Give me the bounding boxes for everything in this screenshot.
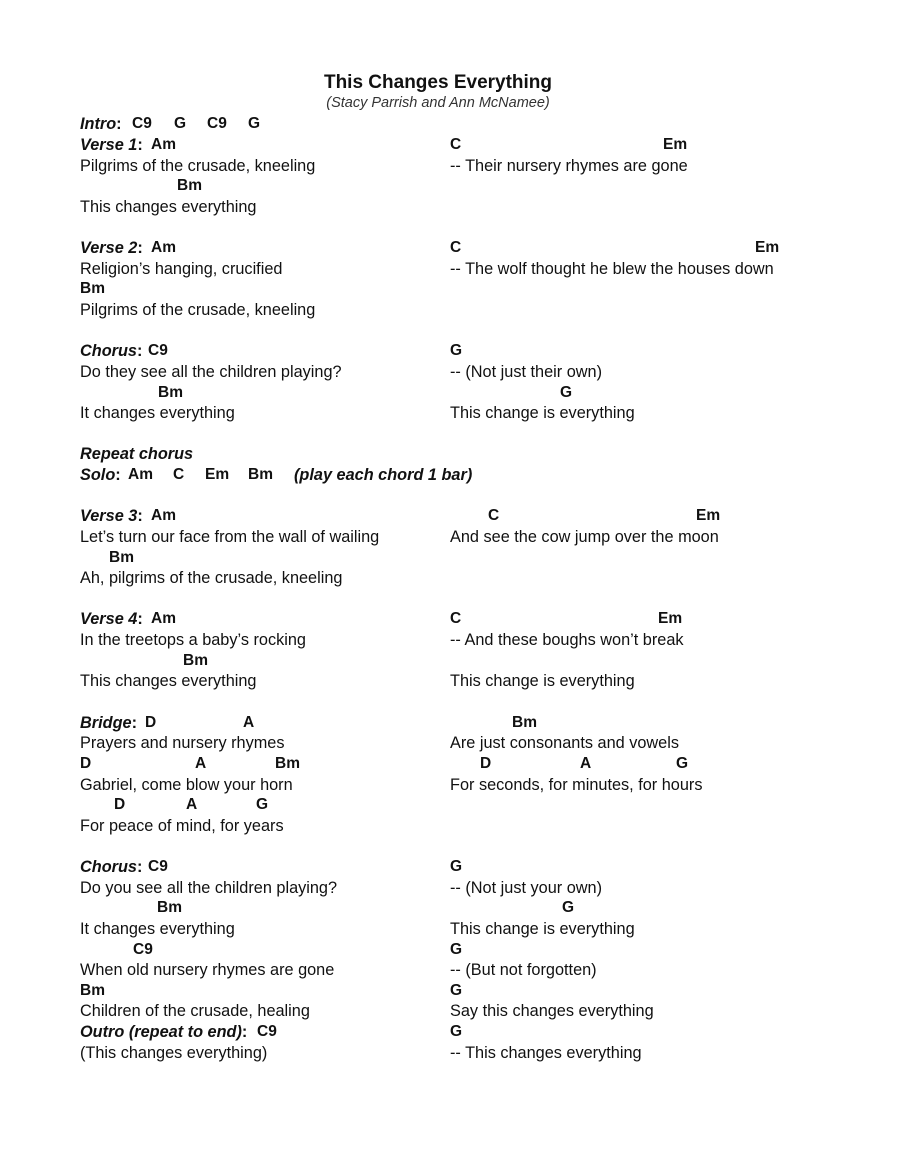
chord: G — [450, 1023, 463, 1041]
lyric: This changes everything — [80, 672, 257, 691]
section-label: Intro : — [80, 115, 122, 133]
chord: Bm — [109, 548, 134, 566]
lyric: When old nursery rhymes are gone — [80, 961, 335, 980]
lyric: -- (But not forgotten) — [450, 961, 597, 980]
chord: A — [243, 713, 255, 731]
section-label: Verse 1 : — [80, 135, 143, 155]
intro-line — [80, 114, 122, 134]
section-label: Solo : — [80, 465, 121, 485]
chord: G — [248, 115, 261, 133]
lyric: In the treetops a baby’s rocking — [80, 631, 306, 650]
chord: Em — [658, 610, 683, 628]
chord: Bm — [80, 280, 105, 298]
lyric: Prayers and nursery rhymes — [80, 734, 285, 753]
lyric: For peace of mind, for years — [80, 816, 284, 835]
chord: G — [676, 754, 689, 772]
chord: C — [450, 239, 462, 257]
section-label: Chorus : — [80, 857, 142, 877]
lyric: This change is everything — [450, 404, 635, 423]
lyric: Let’s turn our face from the wall of wailing — [80, 527, 380, 546]
lyric: (This changes everything) — [80, 1043, 268, 1062]
chord: G — [450, 342, 463, 360]
chord: C — [173, 466, 185, 484]
chord: Bm — [177, 177, 202, 195]
lyric: Pilgrims of the crusade, kneeling — [80, 156, 316, 175]
chord: Bm — [183, 651, 208, 669]
chord: D — [145, 713, 157, 731]
lyric: -- Their nursery rhymes are gone — [450, 156, 688, 175]
chord: G — [450, 981, 463, 999]
chord: Bm — [157, 899, 182, 917]
lyric: Gabriel, come blow your horn — [80, 775, 293, 794]
lyric: This change is everything — [450, 919, 635, 938]
chord: D — [80, 754, 92, 772]
chord: A — [195, 754, 207, 772]
chord: C9 — [148, 342, 168, 360]
lyric: This changes everything — [80, 197, 257, 216]
chord: D — [114, 796, 126, 814]
section-label: Verse 3 : — [80, 506, 143, 526]
lyric: Do they see all the children playing? — [80, 362, 342, 381]
section-label: Outro (repeat to end) : — [80, 1022, 247, 1042]
section-label: Bridge : — [80, 713, 137, 733]
chord: Em — [755, 239, 780, 257]
chord: Em — [205, 466, 230, 484]
chord: G — [450, 940, 463, 958]
chord: G — [174, 115, 187, 133]
song-authors: (Stacy Parrish and Ann McNamee) — [326, 95, 550, 111]
section-label: Verse 4 : — [80, 609, 143, 629]
chord: Am — [151, 136, 176, 153]
chord: G — [560, 383, 573, 401]
chord: G — [256, 796, 269, 814]
chord: G — [562, 899, 575, 917]
chord: D — [480, 754, 492, 772]
lyric: This change is everything — [450, 672, 635, 691]
chord: C9 — [207, 115, 227, 133]
chord: A — [186, 796, 198, 814]
section-label: Verse 2 : — [80, 238, 143, 258]
lyric: Children of the crusade, healing — [80, 1002, 310, 1021]
chord: Bm — [158, 383, 183, 401]
chord: Bm — [512, 713, 537, 731]
chord: Am — [151, 239, 176, 257]
chord: Em — [663, 136, 688, 153]
chord: Bm — [248, 466, 273, 484]
chord: C9 — [133, 940, 153, 958]
lyric: Religion’s hanging, crucified — [80, 259, 283, 278]
repeat-instruction: Repeat chorus — [80, 445, 194, 464]
chord: Am — [128, 466, 153, 484]
lyric: Do you see all the children playing? — [80, 878, 338, 897]
chord: Bm — [275, 754, 300, 772]
chord: Bm — [80, 981, 105, 999]
chord: C — [488, 507, 500, 525]
lyric: Pilgrims of the crusade, kneeling — [80, 301, 316, 320]
solo-note: (play each chord 1 bar) — [294, 466, 473, 485]
chord: G — [450, 858, 463, 876]
lyric: Are just consonants and vowels — [450, 734, 679, 753]
lyric: -- (Not just your own) — [450, 878, 602, 897]
lyric: -- The wolf thought he blew the houses down — [450, 259, 774, 278]
chord: C9 — [257, 1023, 277, 1041]
lyric: Ah, pilgrims of the crusade, kneeling — [80, 569, 343, 588]
lyric: It changes everything — [80, 919, 235, 938]
song-title: This Changes Everything — [323, 72, 553, 93]
chord: C9 — [132, 115, 152, 133]
chord: C — [450, 136, 462, 153]
chord: A — [580, 754, 592, 772]
lyric: It changes everything — [80, 404, 235, 423]
chord: Am — [151, 610, 176, 628]
chord: C9 — [148, 858, 168, 876]
lyric: For seconds, for minutes, for hours — [450, 775, 703, 794]
chord: Am — [151, 507, 176, 525]
lyric: Say this changes everything — [450, 1002, 654, 1021]
lyric: -- (Not just their own) — [450, 362, 602, 381]
lyric: -- This changes everything — [450, 1043, 642, 1062]
lyric: -- And these boughs won’t break — [450, 631, 684, 650]
chord: C — [450, 610, 462, 628]
lyric: And see the cow jump over the moon — [450, 527, 719, 546]
chord: Em — [696, 507, 721, 525]
section-label: Chorus : — [80, 341, 142, 361]
